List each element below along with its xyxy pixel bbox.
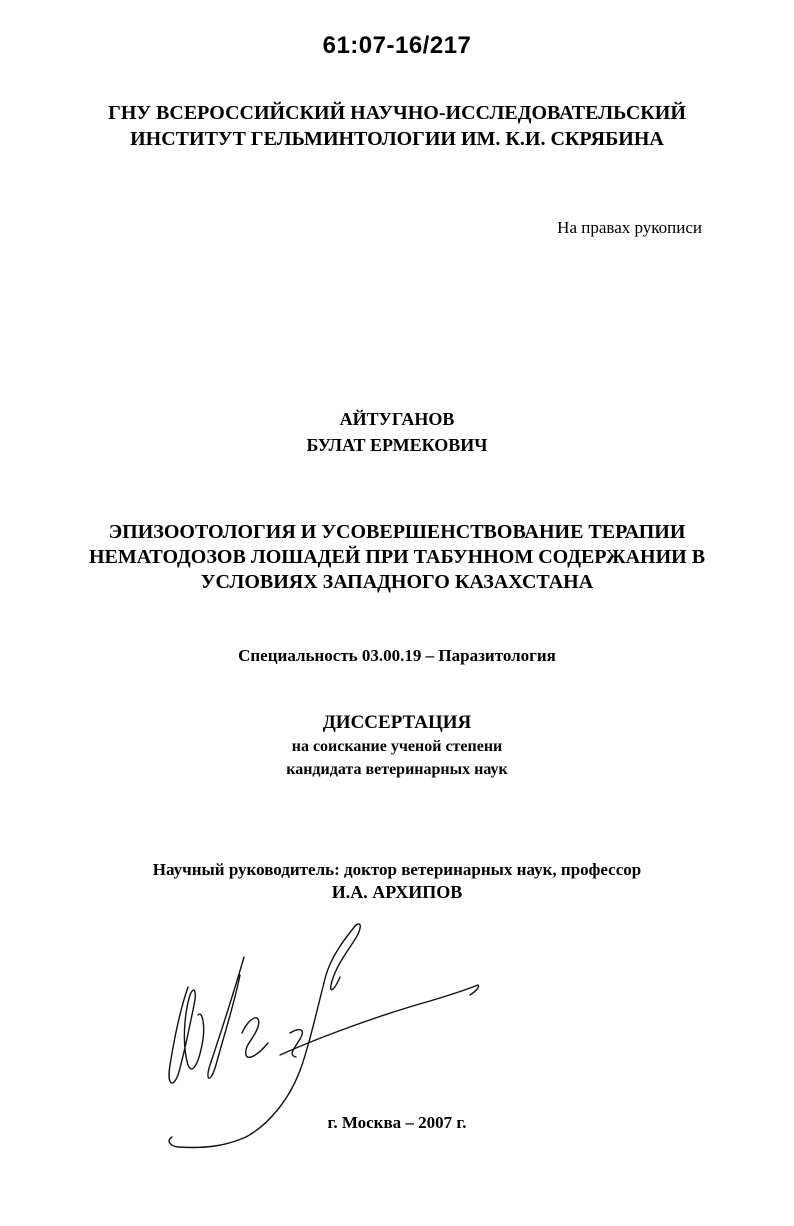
institute-line-2: ИНСТИТУТ ГЕЛЬМИНТОЛОГИИ ИМ. К.И. СКРЯБИНА: [130, 128, 664, 150]
title-line-3: УСЛОВИЯХ ЗАПАДНОГО КАЗАХСТАНА: [200, 571, 594, 593]
signature-stroke-1: [169, 987, 204, 1083]
signature-stroke-5: [331, 924, 361, 990]
signature-stroke-2: [208, 957, 244, 1078]
city-year: г. Москва – 2007 г.: [327, 1113, 467, 1132]
signature-stroke-6: [280, 985, 479, 1055]
author-surname: АЙТУГАНОВ: [339, 409, 455, 429]
manuscript-rights: На правах рукописи: [557, 218, 702, 237]
institute-line-1: ГНУ ВСЕРОССИЙСКИЙ НАУЧНО-ИССЛЕДОВАТЕЛЬСКИЙ: [108, 102, 686, 124]
institute-name: [0, 100, 794, 152]
title-line-1: ЭПИЗООТОЛОГИЯ И УСОВЕРШЕНСТВОВАНИЕ ТЕРАПИИ: [108, 521, 686, 543]
dissertation-heading: ДИССЕРТАЦИЯ: [322, 712, 472, 733]
title-line-2: НЕМАТОДОЗОВ ЛОШАДЕЙ ПРИ ТАБУННОМ СОДЕРЖАНИИ В: [88, 546, 706, 568]
registry-code: 61:07-16/217: [322, 32, 472, 59]
dissertation-title: [0, 520, 794, 595]
degree-line-2: кандидата ветеринарных наук: [286, 761, 508, 778]
supervisor-name: И.А. АРХИПОВ: [331, 882, 463, 902]
author-name: [0, 406, 794, 458]
specialty: Специальность 03.00.19 – Паразитология: [238, 646, 556, 665]
signature-stroke-3: [242, 1018, 268, 1058]
dissertation-block: [0, 711, 794, 781]
signature-stroke-7: [290, 1030, 302, 1057]
author-given-names: БУЛАТ ЕРМЕКОВИЧ: [306, 435, 488, 455]
degree-line-1: на соискание ученой степени: [291, 738, 503, 755]
supervisor-role: Научный руководитель: доктор ветеринарных наук, профессор: [152, 860, 642, 879]
supervisor-block: [0, 858, 794, 904]
